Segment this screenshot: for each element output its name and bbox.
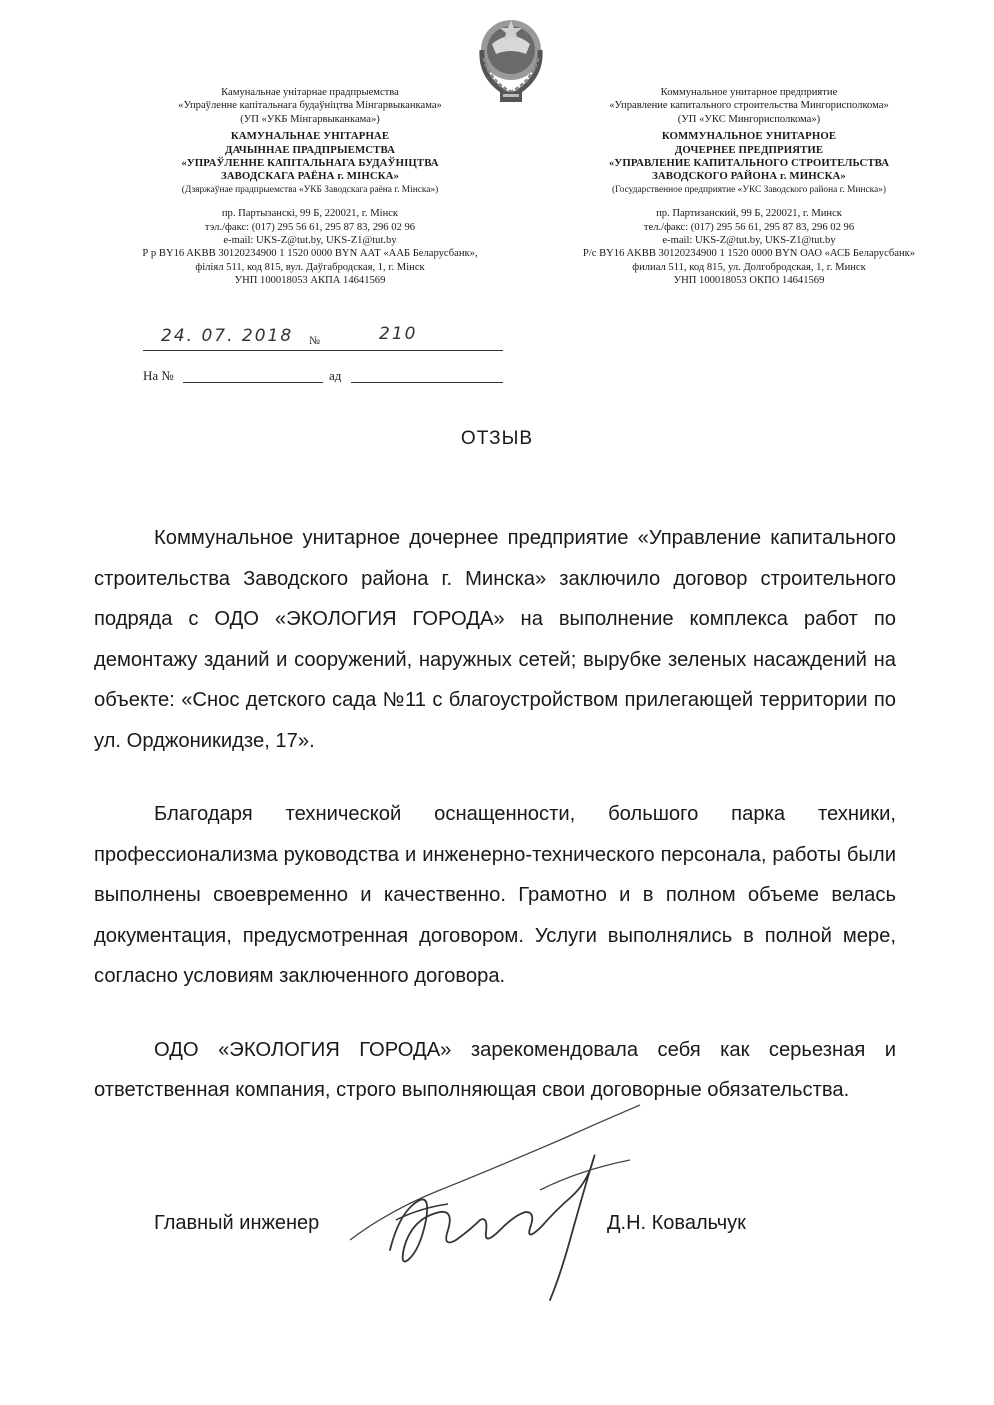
- signatory-name: Д.Н. Ковальчук: [607, 1212, 746, 1234]
- org-line: «Управление капитального строительства Мингорисполкома»: [609, 100, 889, 112]
- reference-number-blank: [183, 368, 323, 383]
- sub-org-line: «УПРАВЛЕНИЕ КАПИТАЛЬНОГО СТРОИТЕЛЬСТВА: [608, 157, 890, 170]
- address-line: УНП 100018053 ОКПО 14641569: [673, 275, 825, 287]
- org-line: (УП «УКБ Мінгарвыканкама»): [240, 113, 380, 125]
- org-line: Камунальнае унітарнае прадпрыемства: [221, 87, 399, 98]
- body-paragraph: ОДО «ЭКОЛОГИЯ ГОРОДА» зарекомендовала себя как серьезная и ответственная компания, строго выполняющая свои договорные обязательства.: [94, 1038, 896, 1101]
- sub-org-line: (Дзяржаўнае прадпрыемства «УКБ Заводскага раёна г. Мінска»): [181, 184, 439, 195]
- address-line: пр. Партызанскі, 99 Б, 220021, г. Мінск: [221, 208, 399, 220]
- address-line: тэл./факс: (017) 295 56 61, 295 87 83, 296 02 96: [204, 221, 416, 233]
- handwritten-signature: [330, 1100, 650, 1310]
- registration-number-label: №: [309, 335, 320, 347]
- registration-number: 210: [379, 324, 418, 344]
- sub-org-line: (Государственное предприятие «УКС Заводского района г. Минска»): [611, 184, 887, 195]
- signatory-position: Главный инженер: [154, 1212, 320, 1234]
- address-line: Р р BY16 AKBB 30120234900 1 1520 0000 BYN ААТ «ААБ Беларусбанк»,: [142, 248, 478, 260]
- header-left: [100, 86, 520, 288]
- address-line: філіял 511, код 815, вул. Даўгабродская, 1, г. Мінск: [195, 261, 425, 273]
- reference-label: На №: [143, 368, 174, 383]
- address-line: e-mail: UKS-Z@tut.by, UKS-Z1@tut.by: [223, 235, 397, 247]
- org-line: Коммунальное унитарное предприятие: [660, 87, 838, 98]
- address-line: e-mail: UKS-Z@tut.by, UKS-Z1@tut.by: [662, 235, 836, 247]
- org-line: «Упраўленне капітальнага будаўніцтва Мінгарвыканкама»: [178, 100, 442, 112]
- document-body: [94, 518, 896, 1144]
- sub-org-line: КАМУНАЛЬНАЕ УНІТАРНАЕ: [230, 130, 390, 143]
- address-line: УНП 100018053 АКПА 14641569: [234, 275, 386, 287]
- reference-date-blank: [351, 368, 503, 383]
- sub-org-line: «УПРАЎЛЕННЕ КАПІТАЛЬНАГА БУДАЎНІЦТВА: [181, 157, 439, 170]
- body-paragraph: Благодаря технической оснащенности, большого парка техники, профессионализма руководства и инженерно-технического персонала, работы были выполнены своевременно и качественно. Грамотно и в полном объеме велась документация, предусмотренная договором. Услуги выполнялись в полной мере, согласно условиям заключенного договора.: [94, 803, 896, 987]
- registration-line: [143, 324, 503, 351]
- body-paragraph: Коммунальное унитарное дочернее предприятие «Управление капитального строительства Заводского района г. Минска» заключило договор строительного подряда с ОДО «ЭКОЛОГИЯ ГОРОДА» на выполнение комплекса работ по демонтажу зданий и сооружений, наружных сетей; вырубке зеленых насаждений на объекте: «Снос детского сада №11 с благоустройством прилегающей территории по ул. Орджоникидзе, 17».: [94, 527, 896, 752]
- sub-org-line: КОММУНАЛЬНОЕ УНИТАРНОЕ: [661, 130, 837, 143]
- sub-org-line: ДАЧЫННАЕ ПРАДПРЫЕМСТВА: [225, 143, 395, 156]
- org-line: (УП «УКС Мингорисполкома»): [677, 113, 821, 125]
- address-line: пр. Партизанский, 99 Б, 220021, г. Минск: [656, 208, 842, 220]
- address-line: тел./факс: (017) 295 56 61, 295 87 83, 296 02 96: [643, 221, 855, 233]
- reference-line: [143, 368, 503, 386]
- header-right: [554, 86, 944, 288]
- document-title: ОТЗЫВ: [460, 428, 534, 449]
- reference-from-label: ад: [329, 368, 342, 383]
- registration-date: 24. 07. 2018: [161, 326, 294, 346]
- sub-org-line: ЗАВОДСКАГА РАЁНА г. МІНСКА»: [220, 170, 400, 183]
- address-line: Р/с BY16 AKBB 30120234900 1 1520 0000 BYN ОАО «АСБ Беларусбанк»: [582, 248, 916, 260]
- sub-org-line: ДОЧЕРНЕЕ ПРЕДПРИЯТИЕ: [674, 143, 824, 156]
- sub-org-line: ЗАВОДСКОГО РАЙОНА г. МИНСКА»: [652, 170, 846, 183]
- address-line: филиал 511, код 815, ул. Долгобродская, 1, г. Минск: [632, 261, 866, 273]
